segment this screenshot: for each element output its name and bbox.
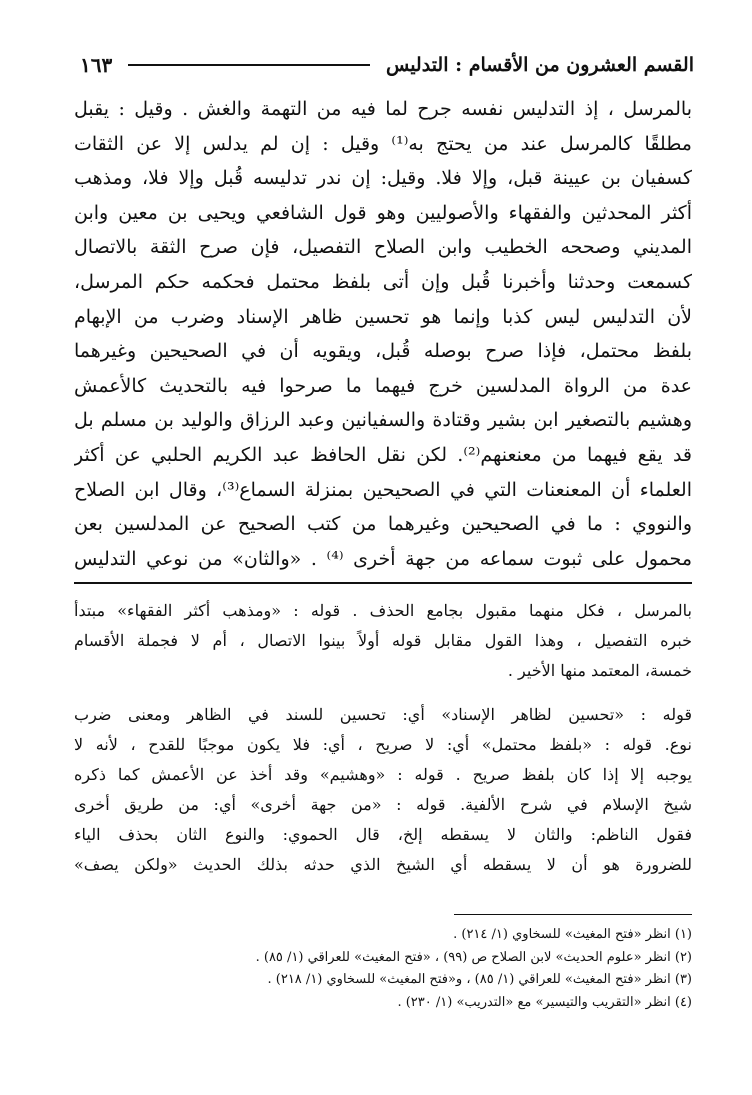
main-text-line: عدة من الرواة المدلسين خرج فيهما ما صرحوا فيه بالتحديث كالأعمش: [74, 374, 692, 397]
commentary-line: نوع. قوله : «بلفظ محتمل» أي: لا صريح ، أي: فلا يكون موجبًا للقدح ، لأنه لا: [74, 735, 692, 754]
footnote-3: (٣) انظر «فتح المغيث» للعراقي (١/ ٨٥) ، و«فتح المغيث» للسخاوي (١/ ٢١٨) .: [267, 972, 692, 987]
page-header: [80, 48, 694, 82]
main-text-line: وهشيم بالتصغير ابن بشير وقتادة والسفيانين وعبد الرزاق والوليد بن مسلم بل: [74, 409, 692, 432]
footnote-2: (٢) انظر «علوم الحديث» لابن الصلاح ص (٩٩) ، «فتح المغيث» للعراقي (١/ ٨٥) .: [255, 949, 692, 965]
commentary-divider: [74, 582, 692, 584]
main-text-line: العلماء أن المعنعنات التي في الصحيحين بمنزلة السماع⁽³⁾، وقال ابن الصلاح: [74, 478, 692, 501]
commentary-line: قوله : «تحسين لظاهر الإسناد» أي: تحسين للسند في الظاهر ومعنى ضرب: [74, 705, 692, 724]
commentary-line: يوجبه إلا إذا كان بلفظ صريح . قوله : «وهشيم» وقد أخذ عن الأعمش كما ذكره: [74, 765, 692, 784]
commentary-paragraph: [74, 700, 692, 880]
paragraph-gap: [74, 686, 692, 700]
footnote-1: (١) انظر «فتح المغيث» للسخاوي (١/ ٢١٤) .: [453, 927, 692, 942]
main-text-line: بالمرسل ، إذ التدليس نفسه جرح لما فيه من التهمة والغش . وقيل : يقبل: [74, 98, 692, 120]
header-rule: [128, 64, 370, 66]
main-text-line: لأن التدليس ليس كذبا وإنما هو تحسين ظاهر الإسناد وضرب من الإبهام: [74, 305, 692, 328]
main-text-line: محمول على ثبوت سماعه من جهة أخرى ⁽⁴⁾ . «والثان» من نوعي التدليس: [74, 547, 692, 570]
main-text-line: بلفظ محتمل، فإذا صرح بوصله قُبل، ويقويه أن في الصحيحين وغيرهما: [74, 340, 692, 363]
commentary-line: شيخ الإسلام في شرح الألفية. قوله : «من جهة أخرى» أي: من طريق أخرى: [74, 795, 692, 814]
main-text-line: أكثر المحدثين والفقهاء والأصوليين وهو قول الشافعي ويحيى بن معين وابن: [74, 201, 692, 224]
commentary-paragraph: [74, 596, 692, 686]
running-title: القسم العشرون من الأقسام : التدليس: [385, 54, 694, 76]
main-text-line: قد يقع فيهما من معنعنهم⁽²⁾. لكن نقل الحافظ عبد الكريم الحلبي عن أكثر: [74, 443, 692, 466]
main-text-line: مطلقًا كالمرسل عند من يحتج به⁽¹⁾ وقيل : إن لم يدلس إلا عن الثقات: [74, 132, 692, 155]
commentary-line: للضرورة هو أن لا يسقطه أي الشيخ الذي حدثه بذلك الحديث «ولكن يصف»: [74, 855, 692, 874]
footnotes: [74, 924, 692, 1014]
commentary-section: [74, 596, 692, 880]
main-text: [74, 92, 692, 576]
page-number: ١٦٣: [80, 53, 113, 77]
footnote-4: (٤) انظر «التقريب والتيسير» مع «التدريب» (١/ ٢٣٠) .: [397, 994, 692, 1010]
commentary-line: بالمرسل ، فكل منهما مقبول بجامع الحذف . قوله : «ومذهب أكثر الفقهاء» مبتدأ: [74, 601, 692, 620]
main-text-line: والنووي : ما في الصحيحين وغيرهما من كتب الصحيح عن المدلسين بعن: [74, 513, 692, 536]
commentary-line: خمسة، المعتمد منها الأخير .: [507, 661, 692, 680]
main-text-line: المديني وصححه الخطيب وابن الصلاح التفصيل، فإن صرح الثقة بالاتصال: [74, 236, 692, 259]
main-text-line: كسمعت وحدثنا وأخبرنا قُبل وإن أتى بلفظ محتمل فحكمه حكم المرسل،: [74, 270, 692, 293]
commentary-line: خبره التفصيل ، وهذا القول مقابل قوله أولاً بينوا الاتصال ، أم لا فجملة الأقسام: [74, 631, 692, 650]
commentary-line: فقول الناظم: والثان لا يسقطه إلخ، قال الحموي: والنوع الثان بحذف الياء: [74, 825, 692, 844]
footnotes-divider: [454, 914, 692, 915]
main-text-line: كسفيان بن عيينة قبل، وإلا فلا. وقيل: إن ندر تدليسه قُبل وإلا فلا، ومذهب: [74, 167, 692, 190]
